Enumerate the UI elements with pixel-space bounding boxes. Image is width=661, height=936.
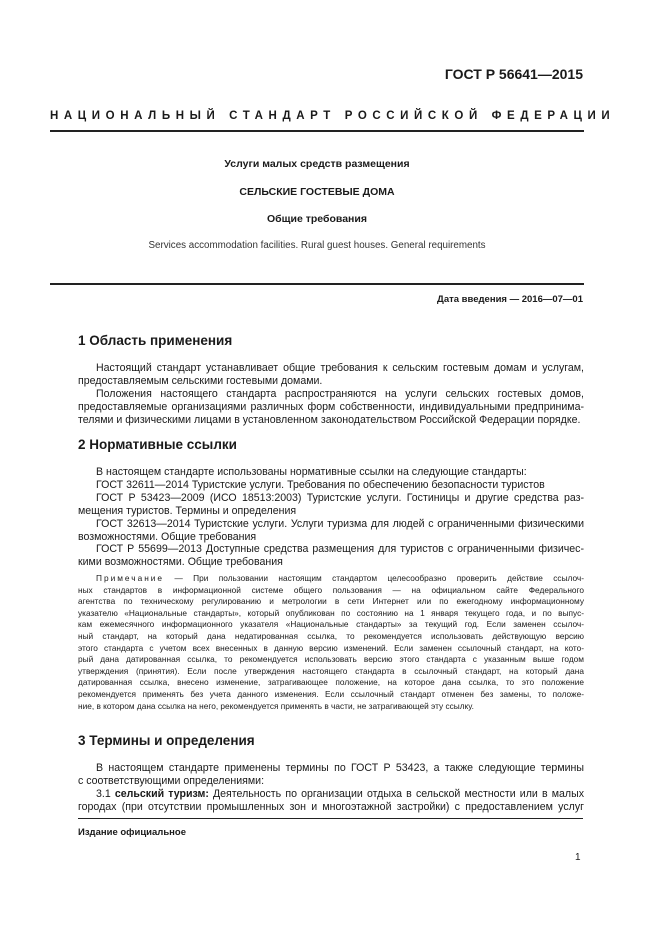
note-label: Примечание — [96, 573, 165, 583]
s2-ref-3-line1: ГОСТ 32613—2014 Туристские услуги. Услуги туризма для людей с ограниченными физическими — [96, 517, 584, 530]
title-english: Services accommodation facilities. Rural guest houses. General requirements — [148, 240, 486, 251]
s2-ref-4-line2: кими возможностями. Общие требования — [78, 556, 283, 569]
s2-ref-1: ГОСТ 32611—2014 Туристские услуги. Требования по обеспечению безопасности туристов — [96, 478, 545, 491]
top-divider — [50, 130, 584, 132]
term-name: сельский туризм: — [114, 787, 209, 800]
note-line-7: этого стандарта с учетом всех внесенных в данную версию изменений. Если заменен ссылочный стандарт, на кото- — [78, 642, 584, 653]
note-line-10: датированная ссылка, внесено изменение, затрагивающее положение, на которое дана ссылка, то это положение — [78, 677, 584, 688]
note-line-11: рекомендуется применять без учета данного изменения. Если ссылочный стандарт отменен без замены, то положе- — [78, 688, 584, 699]
s3-term-line1 — [78, 788, 584, 801]
s1-p1-line2: предоставляемым сельскими гостевыми домами. — [78, 374, 323, 387]
note-line-8: рый дана датированная ссылка, то рекомендуется использовать версию этого стандарта с указанным выше годом — [78, 654, 584, 665]
s2-ref-3-line2: возможностями. Общие требования — [78, 530, 257, 543]
s1-p2-line3: телями и физическими лицами в установленном законодательством Российской Федерации порядке. — [78, 413, 581, 426]
section-1-body — [78, 362, 584, 427]
note-line-5: кам ежемесячного информационного указателя «Национальные стандарты» за текущий год. Если заменен ссылоч- — [78, 619, 584, 630]
title-line-1: Услуги малых средств размещения — [224, 158, 410, 170]
note-line-6: ный стандарт, на который дана недатированная ссылка, то рекомендуется использовать действующую версию — [78, 630, 584, 641]
s1-p1-line1: Настоящий стандарт устанавливает общие требования к сельским гостевым домам и услугам, — [96, 362, 584, 374]
title-line-3: Общие требования — [267, 213, 367, 225]
section-1-heading: 1 Область применения — [78, 333, 233, 348]
note-line-9: утверждения (принятия). Если после утверждения настоящего стандарта в ссылочный стандарт, на который дана — [78, 665, 584, 676]
s1-p2-line1: Положения настоящего стандарта распространяются на услуги сельских гостевых домов, — [96, 387, 584, 400]
section-2-heading: 2 Нормативные ссылки — [78, 437, 237, 452]
s2-intro: В настоящем стандарте использованы нормативные ссылки на следующие стандарты: — [96, 466, 527, 478]
title-line-2: СЕЛЬСКИЕ ГОСТЕВЫЕ ДОМА — [239, 186, 395, 198]
term-definition-1: Деятельность по организации отдыха в сельской местности или в малых — [208, 787, 584, 800]
s3-p1-line2: с соответствующими определениями: — [78, 774, 265, 787]
s2-ref-4-line1: ГОСТ Р 55699—2013 Доступные средства размещения для туристов с ограниченными физичес- — [96, 543, 584, 556]
s3-p1-line1: В настоящем стандарте применены термины по ГОСТ Р 53423, а также следующие термины — [96, 762, 584, 774]
title-divider — [50, 283, 584, 285]
page-number: 1 — [575, 852, 581, 863]
note-line-1-text: — При пользовании настоящим стандартом целесообразно проверить действие ссылоч- — [164, 573, 584, 583]
note-line-12: ние, в котором дана ссылка на него, рекомендуется применять в части, не затрагивающей эту ссылку. — [78, 700, 474, 711]
section-3-heading: 3 Термины и определения — [78, 733, 255, 748]
footer-divider — [78, 818, 583, 819]
edition-label: Издание официальное — [78, 827, 186, 838]
term-number: 3.1 — [96, 787, 115, 800]
intro-date: Дата введения — 2016—07—01 — [437, 294, 583, 305]
standard-type-heading: НАЦИОНАЛЬНЫЙ СТАНДАРТ РОССИЙСКОЙ ФЕДЕРАЦИИ — [50, 110, 616, 122]
s3-term-line2: городах (при отсутствии промышленных зон и многоэтажной застройки) с предоставлением услуг — [78, 800, 584, 813]
note-line-1 — [78, 573, 584, 585]
s2-ref-2-line1: ГОСТ Р 53423—2009 (ИСО 18513:2003) Туристские услуги. Гостиницы и другие средства раз- — [96, 491, 584, 504]
note-block — [78, 573, 584, 712]
note-line-3: агентства по техническому регулированию и метрологии в сети Интернет или по ежегодному информационному — [78, 596, 584, 607]
document-code: ГОСТ Р 56641—2015 — [444, 66, 583, 82]
note-line-4: указателю «Национальные стандарты», который опубликован по состоянию на 1 января текущего года, и по выпус- — [78, 607, 584, 618]
note-line-2: ных стандартов в информационной системе общего пользования — на официальном сайте Федерального — [78, 584, 584, 595]
s2-ref-2-line2: мещения туристов. Термины и определения — [78, 504, 297, 517]
section-2-body — [78, 466, 584, 569]
s1-p2-line2: предоставляемые организациями различных форм собственности, индивидуальными предпринима- — [78, 400, 584, 413]
section-3-body — [78, 762, 584, 814]
